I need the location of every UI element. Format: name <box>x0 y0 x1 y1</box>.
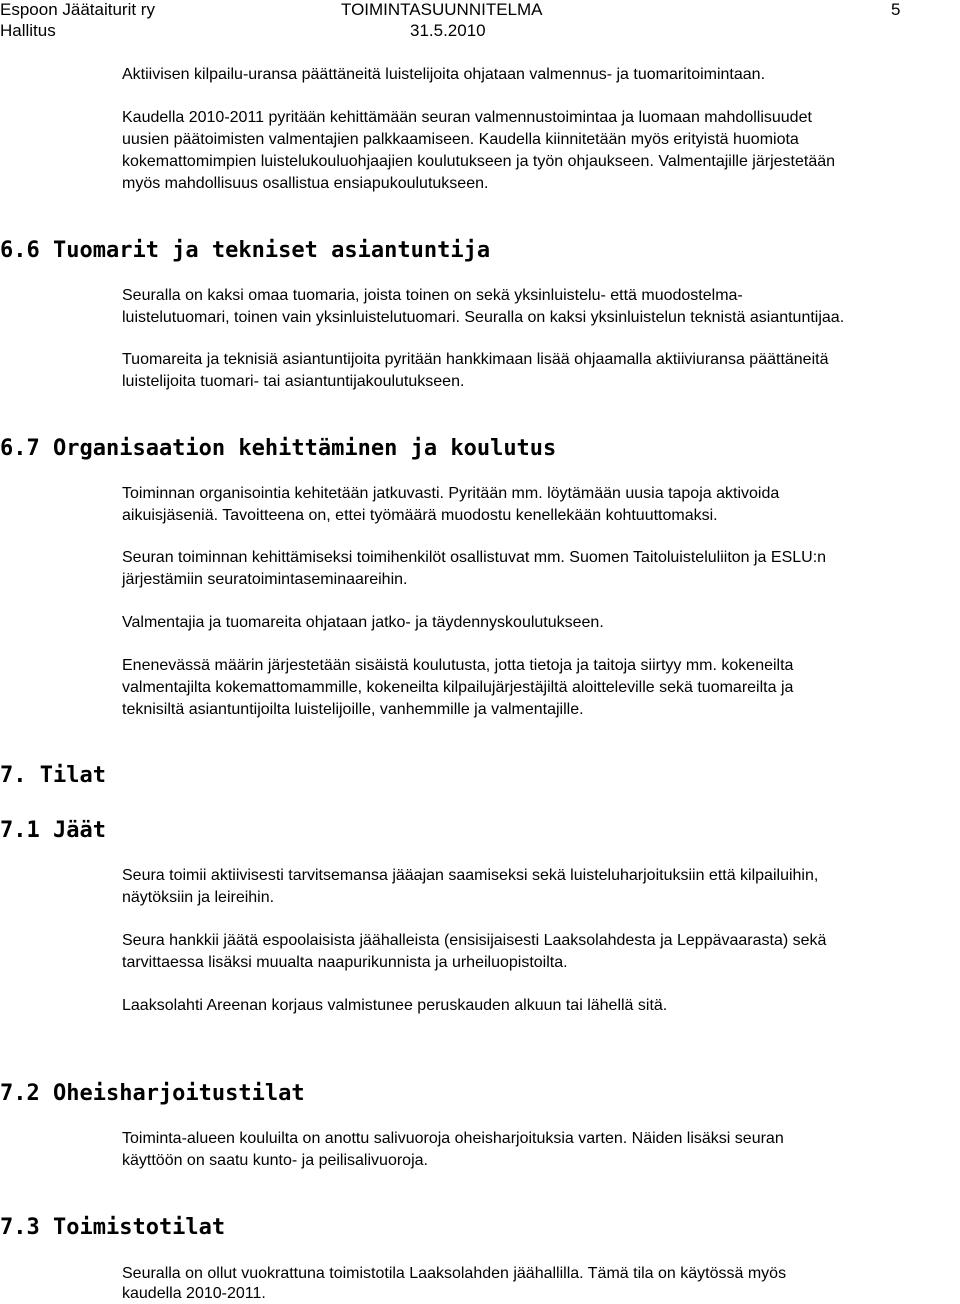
s73-p1-line: kaudella 2010-2011. <box>122 1285 266 1302</box>
s66-p2-line: Tuomareita ja teknisiä asiantuntijoita pyritään hankkimaan lisää ohjaamalla aktiiviuransa päättäneitä <box>122 351 829 368</box>
section-6-6-heading: 6.6 Tuomarit ja tekniset asiantuntija <box>0 238 491 263</box>
section-7-1-heading: 7.1 Jäät <box>0 818 106 843</box>
s71-p2-line: tarvittaessa lisäksi muualta naapurikunnista ja urheiluopistoilta. <box>122 954 568 971</box>
header-org: Espoon Jäätaiturit ry <box>0 0 155 19</box>
intro-p1-line: Aktiivisen kilpailu-uransa päättäneitä luistelijoita ohjataan valmennus- ja tuomaritoimintaan. <box>122 66 766 83</box>
s66-p2-line: luistelijoita tuomari- tai asiantuntijakoulutukseen. <box>122 373 465 390</box>
header-board: Hallitus <box>0 21 56 40</box>
s71-p1-line: näytöksiin ja leireihin. <box>122 889 275 906</box>
s66-p1-line: luistelutuomari, toinen vain yksinluistelutuomari. Seuralla on kaksi yksinluistelun teknistä asiantuntijaa. <box>122 309 845 326</box>
intro-p2-line: kokemattomimpien luistelukouluohjaajien koulutukseen ja työn ohjaukseen. Valmentajille järjestetään <box>122 153 836 170</box>
s67-p4-line: valmentajilta kokemattomammille, kokeneilta kilpailujärjestäjiltä aloitteleville sekä tuomareilta ja <box>122 679 794 696</box>
s66-p1-line: Seuralla on kaksi omaa tuomaria, joista toinen on sekä yksinluistelu- että muodostelma- <box>122 287 743 304</box>
s71-p2-line: Seura hankkii jäätä espoolaisista jäähalleista (ensisijaisesti Laaksolahdesta ja Leppävaarasta) sekä <box>122 932 827 949</box>
section-7-2-heading: 7.2 Oheisharjoitustilat <box>0 1081 305 1106</box>
s67-p3-line: Valmentajia ja tuomareita ohjataan jatko- ja täydennyskoulutukseen. <box>122 614 604 631</box>
section-7-3-heading: 7.3 Toimistotilat <box>0 1215 226 1240</box>
intro-p2-line: uusien päätoimisten valmentajien palkkaamiseen. Kaudella kiinnitetään myös erityistä huomiota <box>122 131 799 148</box>
section-6-7-heading: 6.7 Organisaation kehittäminen ja koulutus <box>0 436 557 461</box>
header-doc-title: TOIMINTASUUNNITELMA <box>341 0 543 19</box>
s71-p3-line: Laaksolahti Areenan korjaus valmistunee peruskauden alkuun tai lähellä sitä. <box>122 997 668 1014</box>
s67-p1-line: Toiminnan organisointia kehitetään jatkuvasti. Pyritään mm. löytämään uusia tapoja aktivoida <box>122 485 780 502</box>
s71-p1-line: Seura toimii aktiivisesti tarvitsemansa jääajan saamiseksi sekä luisteluharjoituksiin että kilpailuihin, <box>122 867 819 884</box>
intro-p2-line: myös mahdollisuus osallistua ensiapukoulutukseen. <box>122 175 489 192</box>
section-7-heading: 7. Tilat <box>0 763 106 788</box>
header-date: 31.5.2010 <box>410 21 486 40</box>
s67-p4-line: Enenevässä määrin järjestetään sisäistä koulutusta, jotta tietoja ja taitoja siirtyy mm. kokeneilta <box>122 657 794 674</box>
s67-p4-line: teknisiltä asiantuntijoilta luistelijoille, vanhemmille ja valmentajille. <box>122 701 584 718</box>
s67-p2-line: järjestämiin seuratoimintaseminaareihin. <box>122 571 408 588</box>
s72-p1-line: käyttöön on saatu kunto- ja peilisalivuoroja. <box>122 1152 428 1169</box>
s67-p2-line: Seuran toiminnan kehittämiseksi toimihenkilöt osallistuvat mm. Suomen Taitoluisteluliiton ja ESLU:n <box>122 549 827 566</box>
intro-p2-line: Kaudella 2010-2011 pyritään kehittämään seuran valmennustoimintaa ja luomaan mahdollisuudet <box>122 109 812 126</box>
s72-p1-line: Toiminta-alueen kouluilta on anottu salivuoroja oheisharjoituksia varten. Näiden lisäksi seuran <box>122 1130 784 1147</box>
s73-p1-line: Seuralla on ollut vuokrattuna toimistotila Laaksolahden jäähallilla. Tämä tila on käytössä myös <box>122 1265 787 1282</box>
page-number: 5 <box>891 0 901 19</box>
s67-p1-line: aikuisjäseniä. Tavoitteena on, ettei työmäärä muodostu kenellekään kohtuuttomaksi. <box>122 507 718 524</box>
